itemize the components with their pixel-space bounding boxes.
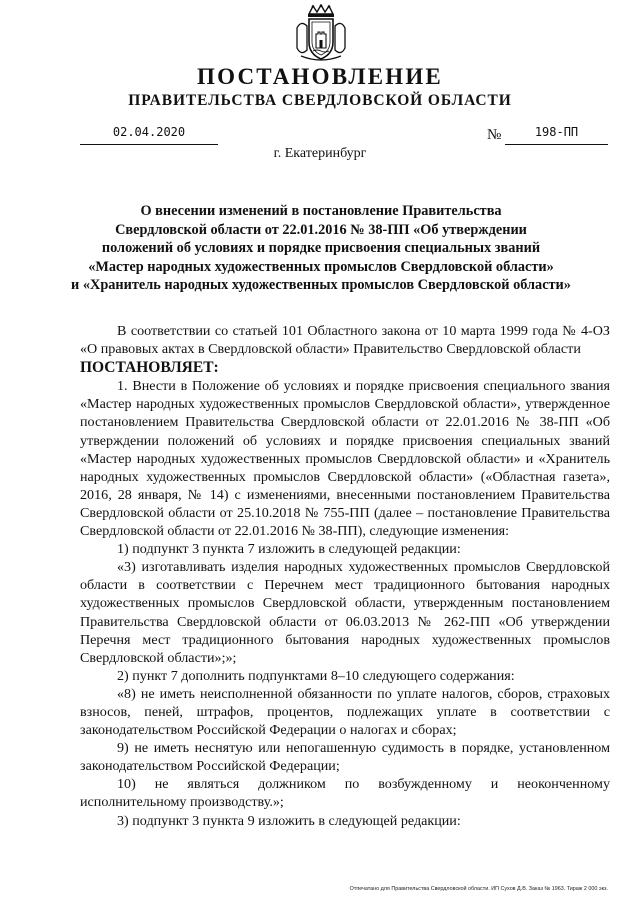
subject-line: положений об условиях и порядке присвоения специальных званий xyxy=(101,240,541,256)
body-paragraph: 1) подпункт 3 пункта 7 изложить в следующей редакции: xyxy=(117,541,461,558)
body-paragraph: «8) не иметь неисполненной обязанности по уплате налогов, сборов, страховых взносов, пеней, штрафов, процентов, подлежащих уплате в соответствии с законодательством Российской Федерации о налогах и сборах; xyxy=(80,685,610,739)
document-date: 02.04.2020 xyxy=(80,125,218,145)
body-paragraph: 9) не иметь неснятую или непогашенную судимость в порядке, установленном законодательством Российской Федерации; xyxy=(80,740,610,775)
subject-line: Свердловской области от 22.01.2016 № 38-ПП «Об утверждении xyxy=(115,221,527,238)
subject-line: «Мастер народных художественных промыслов Свердловской области» xyxy=(88,258,554,275)
resolves-heading: ПОСТАНОВЛЯЕТ: xyxy=(80,359,219,377)
print-footer-note: Отпечатано для Правительства Свердловской области. ИП Сухов Д.В. Заказ № 1963. Тираж 2 000 экз. xyxy=(349,886,608,892)
body-paragraph: «3) изготавливать изделия народных художественных промыслов Свердловской области в соответствии с Перечнем мест традиционного бытования народных художественных промыслов Свердловской области, утвержденным постановлением Правительства Свердловской области от 06.03.2013 № 262-ПП «Об утверждении Перечня мест традиционного бытования народных художественных промыслов Свердловской области»;»; xyxy=(80,559,610,666)
body-paragraph: 10) не являться должником по возбужденному и неоконченному исполнительному производству.»; xyxy=(80,776,610,811)
subject-line: и «Хранитель народных художественных промыслов Свердловской области» xyxy=(71,277,571,293)
body-paragraph: 2) пункт 7 дополнить подпунктами 8–10 следующего содержания: xyxy=(117,667,515,684)
number-sign: № xyxy=(487,127,502,143)
issuing-authority-title: ПРАВИТЕЛЬСТВА СВЕРДЛОВСКОЙ ОБЛАСТИ xyxy=(128,92,512,109)
body-paragraph: 3) подпункт 3 пункта 9 изложить в следующей редакции: xyxy=(117,812,461,829)
body-paragraph: 1. Внести в Положение об условиях и порядке присвоения специального звания «Мастер народных художественных промыслов Свердловской области», утвержденное постановлением Правительства Свердловской области от 22.01.2016 № 38-ПП «Об утверждении положений об условиях и порядке присвоения специальных званий «Мастер народных художественных промыслов Свердловской области» и «Хранитель народных художественных промыслов Свердловской области» («Областная газета», 2016, 28 января, № 14) с изменениями, внесенными постановлением Правительства Свердловской области от 25.10.2018 № 755-ПП (далее – постановление Правительства Свердловской области от 22.01.2016 № 38-ПП), следующие изменения: xyxy=(80,378,610,540)
document-city: г. Екатеринбург xyxy=(273,146,367,161)
coat-of-arms-icon xyxy=(293,4,349,62)
document-body xyxy=(80,322,610,830)
preamble-paragraph: В соответствии со статьей 101 Областного закона от 10 марта 1999 года № 4-ОЗ «О правовых актах в Свердловской области» Правительство Свердловской области xyxy=(80,323,610,358)
subject-line: О внесении изменений в постановление Правительства xyxy=(140,203,502,219)
document-subject xyxy=(60,202,582,295)
document-type-title: ПОСТАНОВЛЕНИЕ xyxy=(197,64,443,89)
document-number: 198-ПП xyxy=(505,125,608,145)
